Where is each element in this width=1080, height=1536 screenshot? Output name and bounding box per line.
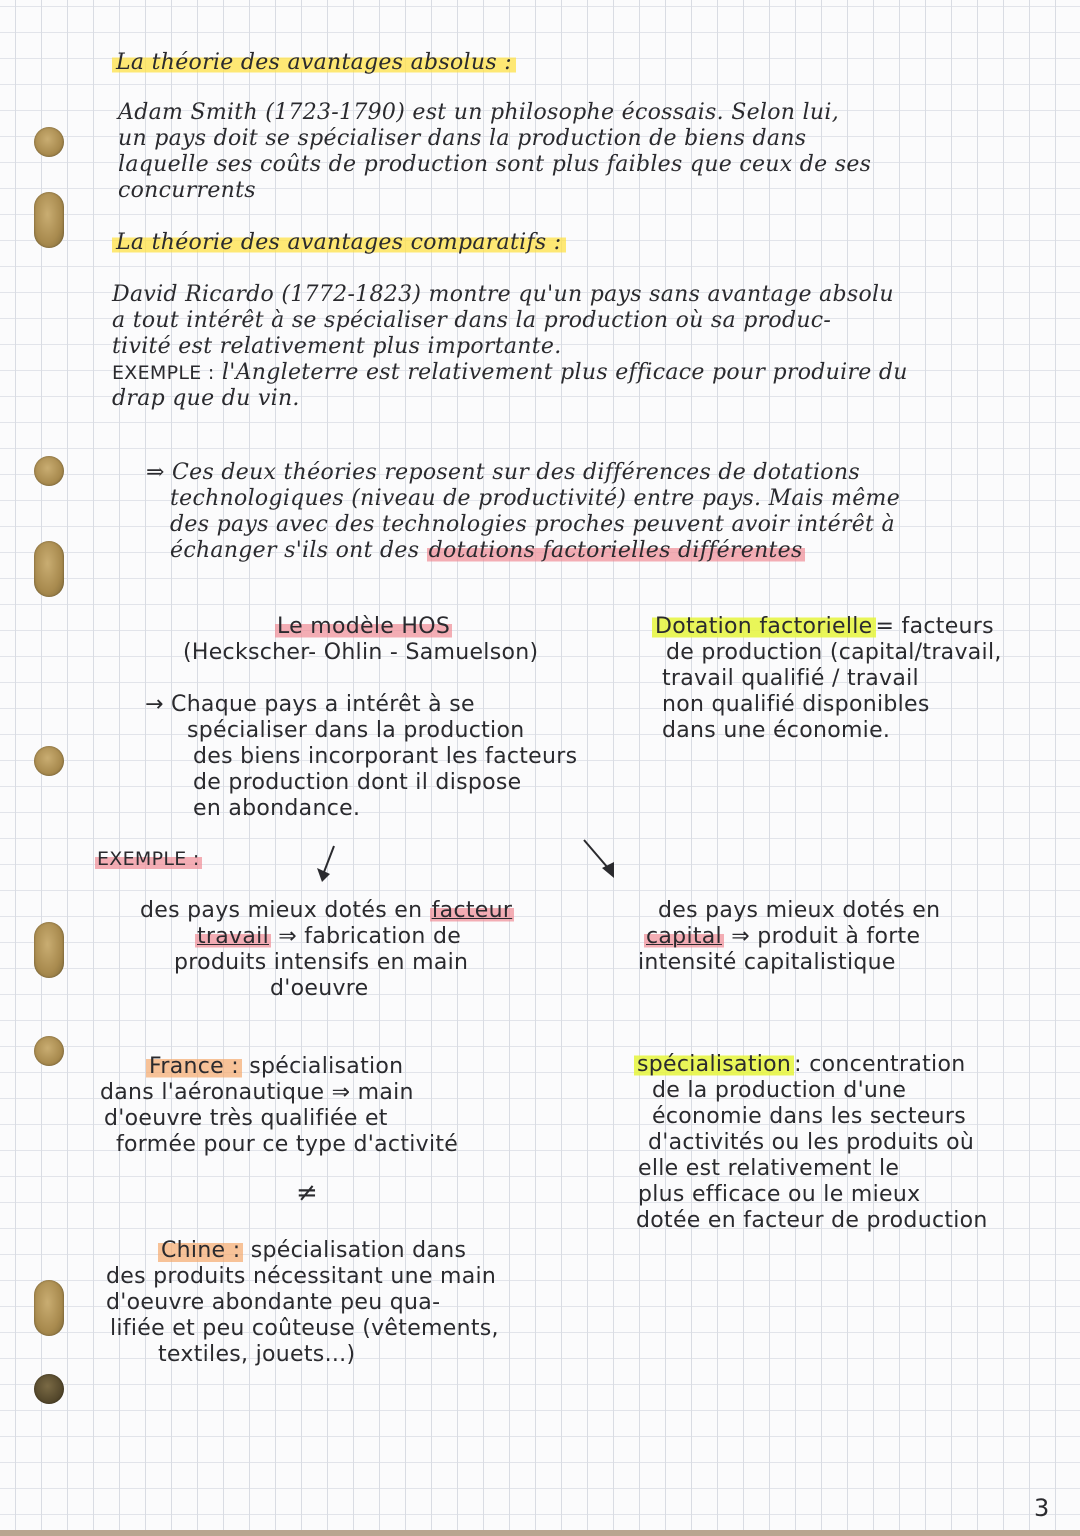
country-label-france: France : bbox=[146, 1054, 242, 1079]
paragraph-transition bbox=[146, 460, 900, 564]
heading-absolute-advantage bbox=[112, 50, 516, 76]
text-line: produits intensifs en main bbox=[174, 950, 469, 975]
text-line: spécialisation dans bbox=[250, 1238, 467, 1263]
text-line: des pays avec des technologies proches peuvent avoir intérêt à bbox=[170, 512, 895, 537]
text-line: drap que du vin. bbox=[112, 386, 300, 411]
binder-hole bbox=[34, 456, 64, 486]
arrow-right-icon: → bbox=[145, 692, 164, 717]
example-labor bbox=[140, 898, 514, 1002]
text-line: travail qualifié / travail bbox=[662, 666, 919, 691]
binder-hole bbox=[34, 1036, 64, 1066]
hos-title bbox=[275, 614, 452, 640]
separator: = bbox=[875, 614, 895, 639]
text-line: a tout intérêt à se spécialiser dans la production où sa produc- bbox=[112, 308, 832, 333]
not-equal-sign: ≠ bbox=[296, 1178, 319, 1208]
text-line: textiles, jouets...) bbox=[158, 1342, 356, 1367]
text-line: plus efficace ou le mieux bbox=[638, 1182, 921, 1207]
text-line: dotée en facteur de production bbox=[636, 1208, 988, 1233]
separator: : bbox=[794, 1052, 802, 1077]
text-line: des biens incorporant les facteurs bbox=[193, 744, 578, 769]
arrow-down-right-icon bbox=[580, 836, 620, 880]
text-line: dans l'aéronautique ⇒ main bbox=[100, 1080, 414, 1105]
hos-bullet bbox=[145, 692, 577, 822]
definition-term: spécialisation bbox=[634, 1052, 794, 1077]
text-line: en abondance. bbox=[193, 796, 361, 821]
text-line: technologiques (niveau de productivité) entre pays. Mais même bbox=[170, 486, 901, 511]
highlight-facteur: facteur bbox=[431, 898, 513, 923]
text-line: tivité est relativement plus importante. bbox=[112, 334, 562, 359]
text-line: intensité capitalistique bbox=[638, 950, 896, 975]
text-line: concurrents bbox=[118, 178, 256, 203]
page-number: 3 bbox=[1034, 1494, 1050, 1522]
text-line: spécialiser dans la production bbox=[187, 718, 525, 743]
country-label-chine: Chine : bbox=[158, 1238, 243, 1263]
heading-text: La théorie des avantages comparatifs : bbox=[112, 230, 566, 255]
example-label: EXEMPLE : bbox=[112, 362, 215, 384]
text-line: elle est relativement le bbox=[638, 1156, 900, 1181]
heading-comparative-advantage bbox=[112, 230, 566, 256]
text-line: dans une économie. bbox=[662, 718, 891, 743]
text-segment: des pays mieux dotés en bbox=[140, 898, 430, 923]
example-capital bbox=[638, 898, 941, 976]
binder-hole bbox=[34, 192, 64, 248]
text-line: de production dont il dispose bbox=[193, 770, 522, 795]
text-segment: échanger s'ils ont des bbox=[170, 538, 427, 563]
binder-hole bbox=[34, 541, 64, 597]
heading-text: Le modèle HOS bbox=[277, 614, 451, 639]
page-bottom-edge bbox=[0, 1530, 1080, 1536]
text-line: économie dans les secteurs bbox=[652, 1104, 967, 1129]
binder-hole bbox=[34, 127, 64, 157]
hos-subtitle: (Heckscher- Ohlin - Samuelson) bbox=[183, 640, 539, 665]
text-line: laquelle ses coûts de production sont plus faibles que ceux de ses bbox=[118, 152, 872, 177]
text-line: des produits nécessitant une main bbox=[106, 1264, 497, 1289]
text-line: de la production d'une bbox=[652, 1078, 907, 1103]
text-line: David Ricardo (1772-1823) montre qu'un pays sans avantage absolu bbox=[112, 282, 894, 307]
paragraph-absolute-advantage bbox=[118, 100, 871, 204]
binder-hole bbox=[34, 1280, 64, 1336]
text-line: lifiée et peu coûteuse (vêtements, bbox=[110, 1316, 499, 1341]
text-line: de production (capital/travail, bbox=[666, 640, 1002, 665]
example-label-text: EXEMPLE : bbox=[97, 848, 200, 870]
text-line: d'oeuvre abondante peu qua- bbox=[106, 1290, 441, 1315]
text-line: Adam Smith (1723-1790) est un philosophe écossais. Selon lui, bbox=[118, 100, 839, 125]
binder-hole bbox=[34, 922, 64, 978]
example-chine bbox=[106, 1238, 499, 1368]
text-segment: ⇒ fabrication de bbox=[270, 924, 462, 949]
text-line: un pays doit se spécialiser dans la production de biens dans bbox=[118, 126, 807, 151]
arrow-down-left-icon bbox=[312, 842, 342, 884]
definition-term: Dotation factorielle bbox=[652, 614, 876, 639]
text-line: d'oeuvre très qualifiée et bbox=[104, 1106, 388, 1131]
definition-dotation-factorielle bbox=[652, 614, 1002, 744]
text-line: d'activités ou les produits où bbox=[648, 1130, 975, 1155]
text-line bbox=[146, 538, 900, 564]
paragraph-comparative-advantage bbox=[112, 282, 908, 412]
binder-hole bbox=[34, 746, 64, 776]
example-line bbox=[112, 360, 908, 386]
binder-hole bbox=[34, 1374, 64, 1404]
text-line: Chaque pays a intérêt à se bbox=[171, 692, 475, 717]
text-line: concentration bbox=[809, 1052, 966, 1077]
example-france bbox=[100, 1054, 458, 1158]
text-line: spécialisation bbox=[249, 1054, 404, 1079]
definition-specialisation bbox=[634, 1052, 988, 1234]
text-line: facteurs bbox=[901, 614, 994, 639]
example-label bbox=[95, 846, 202, 872]
heading-text: La théorie des avantages absolus : bbox=[112, 50, 516, 75]
text-line: d'oeuvre bbox=[270, 976, 369, 1001]
highlight-capital: capital bbox=[646, 924, 722, 949]
text-line: des pays mieux dotés en bbox=[658, 898, 941, 923]
text-line: non qualifié disponibles bbox=[662, 692, 930, 717]
highlight-travail: travail bbox=[197, 924, 269, 949]
text-line: l'Angleterre est relativement plus efficace pour produire du bbox=[221, 360, 908, 385]
text-line: Ces deux théories reposent sur des différences de dotations bbox=[172, 460, 860, 485]
text-segment: ⇒ produit à forte bbox=[723, 924, 921, 949]
highlight-dotations: dotations factorielles différentes bbox=[428, 538, 803, 563]
implies-arrow-icon: ⇒ bbox=[146, 460, 165, 485]
text-line: formée pour ce type d'activité bbox=[116, 1132, 459, 1157]
